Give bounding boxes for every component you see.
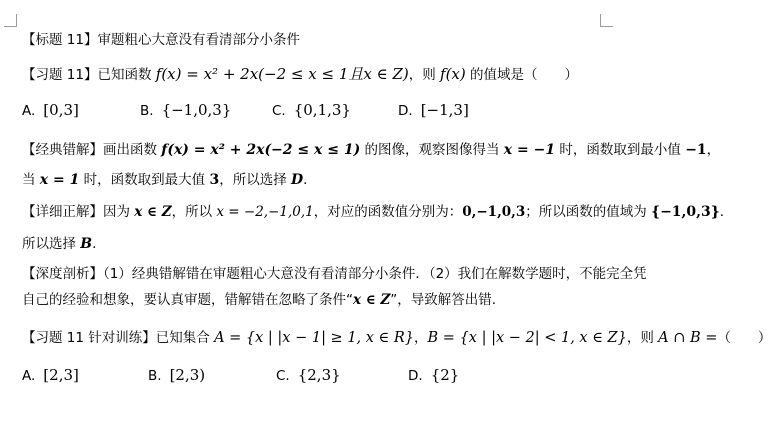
line5-max: 3	[209, 172, 220, 188]
option-value: {2}	[430, 366, 460, 384]
option-value: [2,3)	[169, 366, 206, 384]
correct-solution-range: {−1,0,3}	[651, 204, 720, 220]
line5-mid: 时，函数取到最大值	[79, 172, 210, 188]
wrong-solution-tag: 【经典错解】	[22, 142, 103, 158]
wrong-solution-mid2: 时，函数取到最小值	[555, 142, 686, 158]
wrong-solution-function: f(x) = x² + 2x(−2 ≤ x ≤ 1)	[161, 142, 361, 158]
line7-answer: B	[80, 236, 93, 252]
correct-solution-mid1: ，所以	[171, 204, 217, 220]
training-post: （ ）	[717, 330, 771, 346]
training-option-d	[408, 365, 459, 386]
wrong-solution-x1: x = −1	[503, 142, 556, 158]
exercise-line	[22, 64, 578, 85]
wrong-solution-line-2	[22, 170, 307, 190]
correct-solution-cond: x ∈ Z	[134, 204, 172, 220]
correct-solution-mid3: ；所以函数的值域为	[525, 204, 652, 220]
training-mid: ，则	[626, 330, 659, 346]
page-corner-mark-right	[600, 14, 613, 27]
analysis-line	[22, 264, 647, 284]
exercise-post: 的值域是（ ）	[465, 67, 579, 83]
line9-cond: x ∈ Z	[353, 292, 391, 308]
title-text: 审题粗心大意没有看清部分小条件	[97, 32, 300, 48]
line5-answer: D	[291, 172, 304, 188]
training-expr: A ∩ B =	[658, 330, 718, 346]
line9-post: ”，导致解答出错.	[390, 292, 497, 308]
correct-solution-values: x = −2,−1,0,1	[216, 204, 314, 220]
correct-solution-line	[22, 202, 724, 222]
wrong-solution-mid1: 的图像，观察图像得当	[360, 142, 504, 158]
title-line	[22, 30, 300, 50]
option-letter: D.	[408, 368, 423, 384]
option-value: [−1,3]	[420, 101, 469, 119]
correct-answer-line	[22, 234, 96, 254]
training-set-a: A = {x | |x − 1| ≥ 1, x ∈ R}	[214, 330, 415, 346]
analysis-tag: 【深度剖析】	[22, 266, 103, 282]
correct-solution-pre: 因为	[103, 204, 135, 220]
training-option-a	[22, 365, 79, 386]
line5-post: .	[303, 172, 308, 188]
option-letter: A.	[22, 368, 36, 384]
option-letter: C.	[276, 368, 290, 384]
option-value: {0,1,3}	[293, 101, 351, 119]
correct-solution-post: .	[719, 204, 725, 220]
line9-pre: 自己的经验和想象，要认真审题，错解错在忽略了条件“	[22, 292, 353, 308]
training-option-b	[148, 365, 205, 386]
option-letter: B.	[140, 103, 154, 119]
wrong-solution-line	[22, 140, 720, 160]
option-d	[398, 100, 469, 121]
analysis-line-2	[22, 290, 496, 310]
training-line	[22, 328, 771, 348]
wrong-solution-pre: 画出函数	[103, 142, 162, 158]
analysis-text: （1）经典错解错在审题粗心大意没有看清部分小条件．（2）我们在解数学题时，不能完全凭	[103, 266, 647, 282]
wrong-solution-post: ，	[706, 142, 721, 158]
option-letter: D.	[398, 103, 413, 119]
option-letter: B.	[148, 368, 162, 384]
option-value: {2,3}	[297, 366, 341, 384]
exercise-mid: ，则	[408, 67, 441, 83]
option-value: [0,3]	[43, 101, 79, 119]
correct-solution-tag: 【详细正解】	[22, 204, 103, 220]
line7-post: .	[92, 236, 97, 252]
line7-pre: 所以选择	[22, 236, 81, 252]
line5-x: x = 1	[39, 172, 80, 188]
option-letter: C.	[272, 103, 286, 119]
line5-mid2: ，所以选择	[219, 172, 292, 188]
training-pre: 已知集合	[155, 330, 215, 346]
exercise-tag: 【习题 11】	[22, 67, 98, 83]
option-value: [2,3]	[43, 366, 79, 384]
correct-solution-fvalues: 0,−1,0,3	[462, 204, 526, 220]
option-a	[22, 100, 79, 121]
wrong-solution-min: −1	[685, 142, 707, 158]
option-letter: A.	[22, 103, 36, 119]
exercise-pre: 已知函数	[97, 67, 156, 83]
page-corner-mark-left	[4, 14, 17, 27]
training-sep: ，	[414, 330, 428, 346]
training-option-c	[276, 365, 341, 386]
correct-solution-mid2: ，对应的函数值分别为：	[313, 204, 463, 220]
line5-pre: 当	[22, 172, 40, 188]
training-set-b: B = {x | |x − 2| < 1, x ∈ Z}	[427, 330, 627, 346]
option-c	[272, 100, 351, 121]
training-tag: 【习题 11 针对训练】	[22, 330, 156, 346]
exercise-fx: f(x)	[440, 65, 466, 83]
exercise-function: f(x) = x² + 2x(−2 ≤ x ≤ 1且x ∈ Z)	[155, 65, 409, 83]
title-tag: 【标题 11】	[22, 32, 98, 48]
option-b	[140, 100, 231, 121]
option-value: {−1,0,3}	[161, 101, 232, 119]
